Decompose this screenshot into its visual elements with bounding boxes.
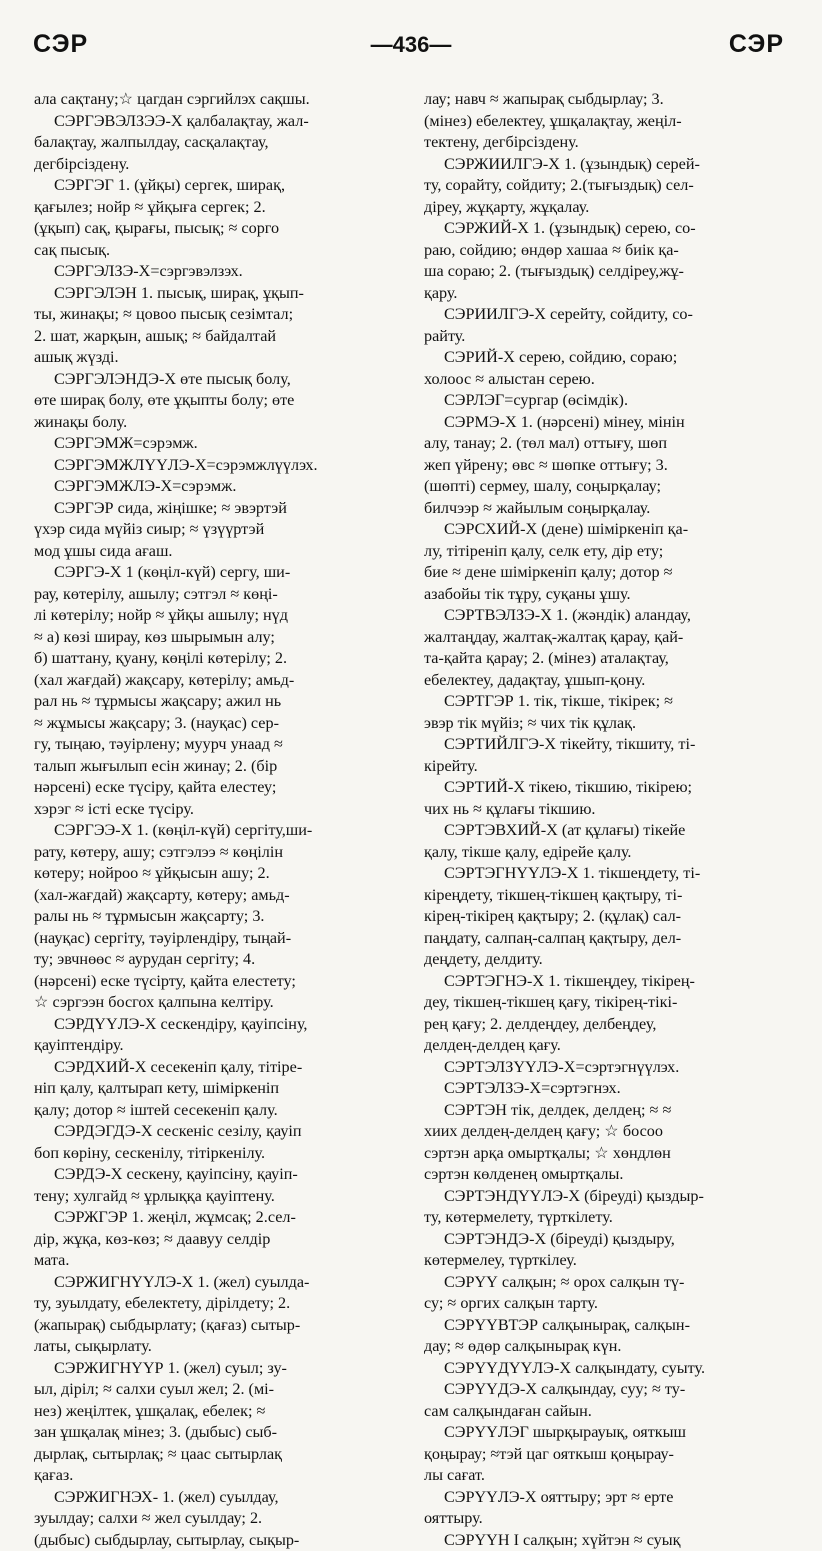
dictionary-line: СЭРДҮҮЛЭ-Х сескендіру, қауіпсіну, bbox=[34, 1014, 408, 1036]
dictionary-line: деңдету, делдиту. bbox=[424, 949, 790, 971]
dictionary-line: (ұқып) сақ, қырағы, пысық; ≈ сорго bbox=[34, 218, 408, 240]
dictionary-line: нез) жеңілтек, ұшқалақ, ебелек; ≈ bbox=[34, 1401, 408, 1423]
dictionary-line: СЭРҮҮДЭ-Х салқындау, суу; ≈ ту- bbox=[424, 1379, 790, 1401]
dictionary-line: паңдату, салпаң-салпаң қақтыру, дел- bbox=[424, 928, 790, 950]
running-head-left: СЭР bbox=[33, 30, 88, 59]
dictionary-line: холоос ≈ алыстан серею. bbox=[424, 369, 790, 391]
dictionary-line: нәрсені) еске түсіру, қайта елестеу; bbox=[34, 777, 408, 799]
dictionary-line: СЭРҮҮ салқын; ≈ орох салқын тү- bbox=[424, 1272, 790, 1294]
dictionary-line: СЭРГЭЛЗЭ-Х=сэргэвэлзэх. bbox=[34, 261, 408, 283]
dictionary-line: қағылез; нойр ≈ ұйқыға сергек; 2. bbox=[34, 197, 408, 219]
dictionary-line: СЭРГЭЭ-Х 1. (көңіл-күй) сергіту,ши- bbox=[34, 820, 408, 842]
dictionary-line: тену; хулгайд ≈ ұрлыққа қауіптену. bbox=[34, 1186, 408, 1208]
dictionary-line: (мінез) ебелектеу, ұшқалақтау, жеңіл- bbox=[424, 111, 790, 133]
dictionary-line: СЭРИИЛГЭ-Х серейту, сойдиту, со- bbox=[424, 304, 790, 326]
dictionary-line: ыл, діріл; ≈ салхи суыл жел; 2. (мі- bbox=[34, 1379, 408, 1401]
dictionary-line: ояттыру. bbox=[424, 1508, 790, 1530]
dictionary-line: рату, көтеру, ашу; сэтгэлээ ≈ көңілін bbox=[34, 842, 408, 864]
dictionary-line: қоңырау; ≈тэй цаг ояткыш қоңырау- bbox=[424, 1444, 790, 1466]
dictionary-line: ≈ жұмысы жақсару; 3. (науқас) сер- bbox=[34, 713, 408, 735]
dictionary-line: СЭРТЭЛЗҮҮЛЭ-Х=сэртэгнүүлэх. bbox=[424, 1057, 790, 1079]
dictionary-line: СЭРГЭМЖЛҮҮЛЭ-Х=сэрэмжлүүлэх. bbox=[34, 455, 408, 477]
dictionary-line: СЭРЖИГНҮҮЛЭ-Х 1. (жел) суылда- bbox=[34, 1272, 408, 1294]
dictionary-line: СЭРҮҮДҮҮЛЭ-Х салқындату, суыту. bbox=[424, 1358, 790, 1380]
dictionary-line: жинақы болу. bbox=[34, 412, 408, 434]
dictionary-line: ту, көтермелету, түрткілету. bbox=[424, 1207, 790, 1229]
dictionary-line: алу, танау; 2. (төл мал) оттығу, шөп bbox=[424, 433, 790, 455]
dictionary-line: СЭРГЭ-Х 1 (көңіл-күй) сергу, ши- bbox=[34, 562, 408, 584]
dictionary-line: ебелектеу, дадақтау, ұшып-қону. bbox=[424, 670, 790, 692]
dictionary-line: СЭРСХИЙ-Х (дене) шіміркеніп қа- bbox=[424, 519, 790, 541]
running-head-right: СЭР bbox=[729, 30, 784, 59]
dictionary-line: СЭРГЭЛЭНДЭ-Х өте пысық болу, bbox=[34, 369, 408, 391]
dictionary-line: қағаз. bbox=[34, 1465, 408, 1487]
right-column bbox=[424, 89, 790, 1551]
dictionary-line: СЭРТЭВХИЙ-Х (ат құлағы) тікейе bbox=[424, 820, 790, 842]
dictionary-line: діреу, жұқарту, жұқалау. bbox=[424, 197, 790, 219]
dictionary-line: үхэр сида мүйіз сиыр; ≈ үзүүртэй bbox=[34, 519, 408, 541]
dictionary-line: СЭРГЭВЭЛЗЭЭ-Х қалбалақтау, жал- bbox=[34, 111, 408, 133]
dictionary-line: рең қағу; 2. делдеңдеу, делбеңдеу, bbox=[424, 1014, 790, 1036]
dictionary-line: СЭРТЭНДЭ-Х (біреуді) қыздыру, bbox=[424, 1229, 790, 1251]
dictionary-line: СЭРТВЭЛЗЭ-Х 1. (жәндік) аландау, bbox=[424, 605, 790, 627]
dictionary-line: чих нь ≈ құлағы тікшию. bbox=[424, 799, 790, 821]
dictionary-line: СЭРТЭГНЭ-Х 1. тікшеңдеу, тікірең- bbox=[424, 971, 790, 993]
dictionary-line: СЭРТГЭР 1. тік, тікше, тікірек; ≈ bbox=[424, 691, 790, 713]
dictionary-line: СЭРЛЭГ=сургар (өсімдік). bbox=[424, 390, 790, 412]
dictionary-line: бие ≈ дене шіміркеніп қалу; дотор ≈ bbox=[424, 562, 790, 584]
dictionary-line: ☆ сэргээн босгох қалпына келтіру. bbox=[34, 992, 408, 1014]
dictionary-line: дау; ≈ өдөр салқынырақ күн. bbox=[424, 1336, 790, 1358]
dictionary-line: ту, сорайту, сойдиту; 2.(тығыздық) сел- bbox=[424, 175, 790, 197]
dictionary-line: ту, зуылдату, ебелектету, дірілдету; 2. bbox=[34, 1293, 408, 1315]
dictionary-line: райту. bbox=[424, 326, 790, 348]
dictionary-line: сэртэн көлденең омыртқалы. bbox=[424, 1164, 790, 1186]
dictionary-line: (нәрсені) еске түсірту, қайта елестету; bbox=[34, 971, 408, 993]
dictionary-line: кірейту. bbox=[424, 756, 790, 778]
dictionary-line: өте ширақ болу, өте ұқыпты болу; өте bbox=[34, 390, 408, 412]
dictionary-line: СЭРҮҮЛЭ-Х ояттыру; эрт ≈ ерте bbox=[424, 1487, 790, 1509]
dictionary-line: ша сораю; 2. (тығыздық) селдіреу,жұ- bbox=[424, 261, 790, 283]
dictionary-line: СЭРДХИЙ-Х сесекеніп қалу, тітіре- bbox=[34, 1057, 408, 1079]
dictionary-line: СЭРТЭГНҮҮЛЭ-Х 1. тікшеңдету, ті- bbox=[424, 863, 790, 885]
dictionary-line: СЭРТЭНДҮҮЛЭ-Х (біреуді) қыздыр- bbox=[424, 1186, 790, 1208]
dictionary-line: дір, жұқа, көз-көз; ≈ даавуу селдір bbox=[34, 1229, 408, 1251]
dictionary-line: (хал-жағдай) жақсарту, көтеру; амьд- bbox=[34, 885, 408, 907]
dictionary-line: жалтаңдау, жалтақ-жалтақ қарау, қай- bbox=[424, 627, 790, 649]
dictionary-line: (науқас) сергіту, тәуірлендіру, тыңай- bbox=[34, 928, 408, 950]
dictionary-line: зан ұшқалақ мінез; 3. (дыбыс) сыб- bbox=[34, 1422, 408, 1444]
left-column bbox=[34, 89, 408, 1551]
dictionary-line: қару. bbox=[424, 283, 790, 305]
dictionary-line: кіреңдету, тікшең-тікшең қақтыру, ті- bbox=[424, 885, 790, 907]
dictionary-line: ралы нь ≈ тұрмысын жақсарту; 3. bbox=[34, 906, 408, 928]
dictionary-line: сақ пысық. bbox=[34, 240, 408, 262]
dictionary-line: хэрэг ≈ істі еске түсіру. bbox=[34, 799, 408, 821]
dictionary-line: СЭРЖИГНҮҮР 1. (жел) суыл; зу- bbox=[34, 1358, 408, 1380]
dictionary-line: СЭРГЭГ 1. (ұйқы) сергек, ширақ, bbox=[34, 175, 408, 197]
dictionary-line: та-қайта қарау; 2. (мінез) аталақтау, bbox=[424, 648, 790, 670]
dictionary-line: СЭРҮҮВТЭР салқынырақ, салқын- bbox=[424, 1315, 790, 1337]
dictionary-line: зуылдау; салхи ≈ жел суылдау; 2. bbox=[34, 1508, 408, 1530]
dictionary-line: мод ұшы сида ағаш. bbox=[34, 541, 408, 563]
dictionary-line: 2. шат, жарқын, ашық; ≈ байдалтай bbox=[34, 326, 408, 348]
dictionary-line: СЭРДЭ-Х сескену, қауіпсіну, қауіп- bbox=[34, 1164, 408, 1186]
dictionary-line: лау; навч ≈ жапырақ сыбдырлау; 3. bbox=[424, 89, 790, 111]
dictionary-line: СЭРҮҮН I салқын; хүйтэн ≈ суық bbox=[424, 1530, 790, 1551]
dictionary-line: делдең-делдең қағу. bbox=[424, 1035, 790, 1057]
dictionary-line: қауіптендіру. bbox=[34, 1035, 408, 1057]
dictionary-line: су; ≈ оргих салқын тарту. bbox=[424, 1293, 790, 1315]
dictionary-line: СЭРЖИГНЭХ- 1. (жел) суылдау, bbox=[34, 1487, 408, 1509]
dictionary-line: СЭРГЭМЖ=сэрэмж. bbox=[34, 433, 408, 455]
dictionary-line: боп көріну, сескенілу, тітіркенілу. bbox=[34, 1143, 408, 1165]
dictionary-line: билчээр ≈ жайылым соңырқалау. bbox=[424, 498, 790, 520]
dictionary-line: СЭРТИЙ-Х тікею, тікшию, тікірею; bbox=[424, 777, 790, 799]
dictionary-line: лу, тітіреніп қалу, селк ету, дір ету; bbox=[424, 541, 790, 563]
page-number: —436— bbox=[0, 32, 822, 58]
dictionary-line: ала сақтану;☆ цагдан сэргийлэх сақшы. bbox=[34, 89, 408, 111]
dictionary-line: сам салқындаған сайын. bbox=[424, 1401, 790, 1423]
dictionary-line: СЭРМЭ-Х 1. (нәрсені) мінеу, мінін bbox=[424, 412, 790, 434]
dictionary-line: б) шаттану, қуану, көңілі көтерілу; 2. bbox=[34, 648, 408, 670]
dictionary-line: дырлақ, сытырлақ; ≈ цаас сытырлақ bbox=[34, 1444, 408, 1466]
dictionary-line: ту; эвчнөөс ≈ аурудан сергіту; 4. bbox=[34, 949, 408, 971]
dictionary-line: СЭРГЭР сида, жіңішке; ≈ эвэртэй bbox=[34, 498, 408, 520]
dictionary-line: СЭРҮҮЛЭГ шырқырауық, ояткыш bbox=[424, 1422, 790, 1444]
dictionary-line: балақтау, жалпылдау, сасқалақтау, bbox=[34, 132, 408, 154]
dictionary-line: (шөпті) сермеу, шалу, соңырқалау; bbox=[424, 476, 790, 498]
dictionary-line: ≈ а) көзі ширау, көз шырымын алу; bbox=[34, 627, 408, 649]
dictionary-line: лы сағат. bbox=[424, 1465, 790, 1487]
dictionary-line: тектену, дегбірсіздену. bbox=[424, 132, 790, 154]
dictionary-line: рау, көтерілу, ашылу; сэтгэл ≈ көңі- bbox=[34, 584, 408, 606]
dictionary-line: көтермелеу, түрткілеу. bbox=[424, 1250, 790, 1272]
dictionary-line: ты, жинақы; ≈ цовоо пысық сезімтал; bbox=[34, 304, 408, 326]
dictionary-line: СЭРЖИИЛГЭ-Х 1. (ұзындық) серей- bbox=[424, 154, 790, 176]
dictionary-line: СЭРГЭЛЭН 1. пысық, ширақ, ұқып- bbox=[34, 283, 408, 305]
dictionary-line: лі көтерілу; нойр ≈ ұйқы ашылу; нүд bbox=[34, 605, 408, 627]
dictionary-line: СЭРДЭГДЭ-Х сескеніс сезілу, қауіп bbox=[34, 1121, 408, 1143]
dictionary-line: ашық жүзді. bbox=[34, 347, 408, 369]
dictionary-line: (жапырақ) сыбдырлату; (қағаз) сытыр- bbox=[34, 1315, 408, 1337]
dictionary-line: раю, сойдию; өндөр хашаа ≈ биік қа- bbox=[424, 240, 790, 262]
dictionary-line: азабойы тік тұру, суқаны ұшу. bbox=[424, 584, 790, 606]
dictionary-line: қалу; дотор ≈ іштей сесекеніп қалу. bbox=[34, 1100, 408, 1122]
dictionary-line: (хал жағдай) жақсару, көтерілу; амьд- bbox=[34, 670, 408, 692]
dictionary-line: (дыбыс) сыбдырлау, сытырлау, сықыр- bbox=[34, 1530, 408, 1551]
dictionary-line: көтеру; нойроо ≈ ұйқысын ашу; 2. bbox=[34, 863, 408, 885]
dictionary-line: жеп үйрену; өвс ≈ шөпке оттығу; 3. bbox=[424, 455, 790, 477]
dictionary-line: қалу, тікше қалу, едірейе қалу. bbox=[424, 842, 790, 864]
dictionary-line: талып жығылып есін жинау; 2. (бір bbox=[34, 756, 408, 778]
dictionary-line: СЭРТЭЛЗЭ-Х=сэртэгнэх. bbox=[424, 1078, 790, 1100]
dictionary-line: латы, сықырлату. bbox=[34, 1336, 408, 1358]
dictionary-line: гу, тыңаю, тәуірлену; муурч унаад ≈ bbox=[34, 734, 408, 756]
dictionary-line: деу, тікшең-тікшең қағу, тікірең-тікі- bbox=[424, 992, 790, 1014]
dictionary-line: сэртэн арқа омыртқалы; ☆ хөндлөн bbox=[424, 1143, 790, 1165]
page-header bbox=[0, 30, 822, 70]
dictionary-line: кірең-тікірең қақтыру; 2. (құлақ) сал- bbox=[424, 906, 790, 928]
dictionary-line: СЭРТИЙЛГЭ-Х тікейту, тікшиту, ті- bbox=[424, 734, 790, 756]
dictionary-line: СЭРТЭН тік, делдек, делдең; ≈ ≈ bbox=[424, 1100, 790, 1122]
dictionary-line: дегбірсіздену. bbox=[34, 154, 408, 176]
dictionary-line: рал нь ≈ тұрмысы жақсару; ажил нь bbox=[34, 691, 408, 713]
dictionary-line: СЭРИЙ-Х серею, сойдию, сораю; bbox=[424, 347, 790, 369]
dictionary-line: эвэр тік мүйіз; ≈ чих тік құлақ. bbox=[424, 713, 790, 735]
dictionary-line: ніп қалу, қалтырап кету, шіміркеніп bbox=[34, 1078, 408, 1100]
dictionary-line: хиих делдең-делдең қағу; ☆ босоо bbox=[424, 1121, 790, 1143]
dictionary-line: мата. bbox=[34, 1250, 408, 1272]
dictionary-line: СЭРЖГЭР 1. жеңіл, жұмсақ; 2.сел- bbox=[34, 1207, 408, 1229]
dictionary-line: СЭРГЭМЖЛЭ-Х=сэрэмж. bbox=[34, 476, 408, 498]
dictionary-line: СЭРЖИЙ-Х 1. (ұзындық) серею, со- bbox=[424, 218, 790, 240]
